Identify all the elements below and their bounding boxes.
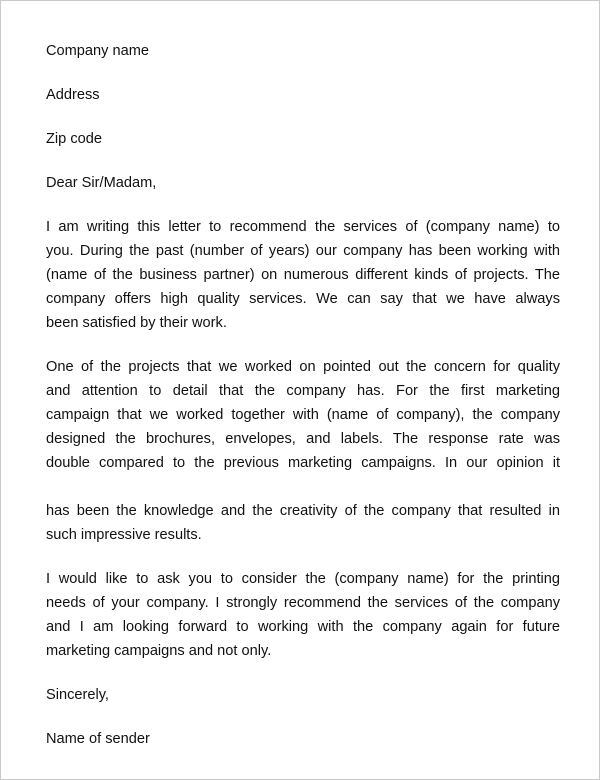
- paragraph-1: [46, 215, 560, 335]
- paragraph-3: [46, 567, 560, 663]
- paragraph-line: I would like to ask you to consider the (company name) for the printing: [46, 571, 560, 587]
- paragraph-line: and attention to detail that the company has. For the first marketing: [46, 383, 560, 399]
- zip-code: Zip code: [46, 131, 102, 147]
- paragraph-line: needs of your company. I strongly recommend the services of the company: [46, 595, 560, 611]
- salutation: Dear Sir/Madam,: [46, 175, 157, 191]
- paragraph-line: and I am looking forward to working with the company again for future: [46, 619, 560, 635]
- closing: Sincerely,: [46, 687, 109, 703]
- paragraph-line: company offers high quality services. We can say that we have always: [46, 291, 560, 307]
- paragraph-2: [46, 355, 560, 547]
- paragraph-line: (name of the business partner) on numerous different kinds of projects. The: [46, 267, 560, 283]
- paragraph-line: such impressive results.: [46, 527, 202, 543]
- paragraph-line: been satisfied by their work.: [46, 315, 227, 331]
- address: Address: [46, 87, 100, 103]
- paragraph-line: marketing campaigns and not only.: [46, 643, 272, 659]
- paragraph-line: designed the brochures, envelopes, and labels. The response rate was: [46, 431, 560, 447]
- paragraph-line: One of the projects that we worked on pointed out the concern for quality: [46, 359, 560, 375]
- sender-name: Name of sender: [46, 731, 150, 747]
- paragraph-line: you. During the past (number of years) our company has been working with: [46, 243, 560, 259]
- letter-body: [46, 39, 560, 751]
- paragraph-line: campaign that we worked together with (name of company), the company: [46, 407, 560, 423]
- paragraph-line: I am writing this letter to recommend the services of (company name) to: [46, 219, 560, 235]
- company-name: Company name: [46, 43, 150, 59]
- paragraph-line: double compared to the previous marketing campaigns. In our opinion it: [46, 455, 560, 471]
- paragraph-line: has been the knowledge and the creativity of the company that resulted in: [46, 503, 560, 519]
